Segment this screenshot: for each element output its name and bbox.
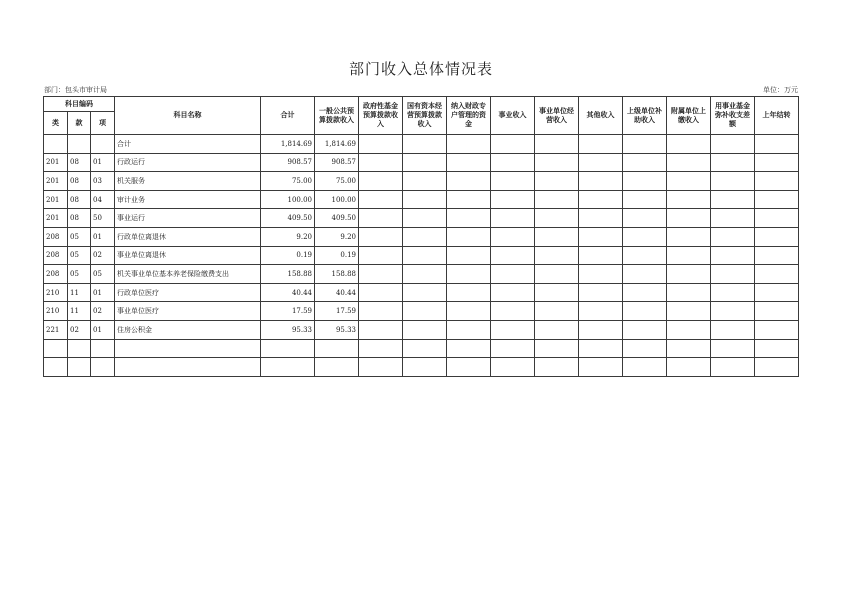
- cell-empty: [667, 265, 711, 284]
- cell-total: 75.00: [261, 172, 315, 191]
- cell-empty: [667, 339, 711, 358]
- cell-empty: [359, 339, 403, 358]
- cell-empty: [667, 209, 711, 228]
- header-code-group: 科目编码: [44, 97, 115, 112]
- header-prior-carryover: 上年结转: [755, 97, 799, 135]
- cell-kuan: 11: [68, 283, 91, 302]
- cell-empty: [667, 358, 711, 377]
- cell-kuan: 05: [68, 246, 91, 265]
- cell-empty: [579, 320, 623, 339]
- cell-empty: [447, 339, 491, 358]
- table-row: [44, 358, 799, 377]
- cell-empty: [447, 358, 491, 377]
- cell-empty: [359, 302, 403, 321]
- cell-general-budget: 1,814.69: [315, 135, 359, 154]
- cell-empty: [579, 283, 623, 302]
- cell-empty: [535, 320, 579, 339]
- cell-empty: [403, 209, 447, 228]
- cell-empty: [755, 358, 799, 377]
- cell-empty: [403, 265, 447, 284]
- cell-empty: [755, 190, 799, 209]
- cell-lei: [44, 339, 68, 358]
- cell-empty: [535, 135, 579, 154]
- cell-lei: [44, 358, 68, 377]
- header-kuan: 款: [68, 112, 91, 135]
- table-row: [44, 209, 799, 228]
- cell-empty: [491, 246, 535, 265]
- cell-empty: [403, 246, 447, 265]
- cell-empty: [535, 209, 579, 228]
- cell-empty: [403, 227, 447, 246]
- cell-name: 机关服务: [115, 172, 261, 191]
- cell-empty: [755, 302, 799, 321]
- cell-name: 行政运行: [115, 153, 261, 172]
- cell-empty: [755, 265, 799, 284]
- cell-total: 17.59: [261, 302, 315, 321]
- cell-empty: [623, 172, 667, 191]
- cell-empty: [359, 320, 403, 339]
- cell-empty: [667, 227, 711, 246]
- table-row: [44, 135, 799, 154]
- cell-empty: [491, 339, 535, 358]
- cell-name: 事业运行: [115, 209, 261, 228]
- table-body: [44, 135, 799, 377]
- cell-empty: [535, 153, 579, 172]
- cell-kuan: 05: [68, 265, 91, 284]
- cell-xiang: 02: [91, 246, 115, 265]
- cell-empty: [623, 339, 667, 358]
- cell-empty: [403, 302, 447, 321]
- cell-empty: [491, 135, 535, 154]
- cell-empty: [755, 172, 799, 191]
- header-name: 科目名称: [115, 97, 261, 135]
- cell-empty: [711, 153, 755, 172]
- cell-empty: [711, 339, 755, 358]
- cell-lei: 201: [44, 190, 68, 209]
- header-state-capital: 国有资本经营预算拨款收入: [403, 97, 447, 135]
- cell-empty: [403, 320, 447, 339]
- cell-empty: [535, 227, 579, 246]
- cell-total: 0.19: [261, 246, 315, 265]
- cell-empty: [491, 283, 535, 302]
- table-row: [44, 339, 799, 358]
- cell-general-budget: 409.50: [315, 209, 359, 228]
- cell-empty: [359, 172, 403, 191]
- cell-xiang: 05: [91, 265, 115, 284]
- cell-kuan: 02: [68, 320, 91, 339]
- header-subordinate-payment: 附属单位上缴收入: [667, 97, 711, 135]
- cell-empty: [711, 358, 755, 377]
- cell-kuan: [68, 358, 91, 377]
- cell-xiang: [91, 339, 115, 358]
- cell-general-budget: [315, 358, 359, 377]
- cell-kuan: 08: [68, 209, 91, 228]
- cell-empty: [447, 246, 491, 265]
- cell-empty: [711, 135, 755, 154]
- cell-lei: 201: [44, 209, 68, 228]
- cell-lei: 210: [44, 302, 68, 321]
- cell-empty: [579, 153, 623, 172]
- cell-empty: [579, 190, 623, 209]
- cell-total: [261, 339, 315, 358]
- cell-empty: [359, 227, 403, 246]
- cell-empty: [623, 135, 667, 154]
- unit-label: 单位：万元: [763, 86, 798, 94]
- cell-general-budget: 40.44: [315, 283, 359, 302]
- cell-lei: 210: [44, 283, 68, 302]
- header-fund-balance: 用事业基金弥补收支差额: [711, 97, 755, 135]
- cell-empty: [403, 283, 447, 302]
- cell-empty: [491, 153, 535, 172]
- cell-empty: [447, 320, 491, 339]
- cell-total: 158.88: [261, 265, 315, 284]
- cell-empty: [447, 227, 491, 246]
- cell-empty: [359, 135, 403, 154]
- header-gov-fund: 政府性基金预算拨款收入: [359, 97, 403, 135]
- cell-lei: 208: [44, 227, 68, 246]
- header-business-income: 事业收入: [491, 97, 535, 135]
- cell-empty: [667, 283, 711, 302]
- cell-empty: [491, 190, 535, 209]
- cell-empty: [535, 302, 579, 321]
- table-row: [44, 172, 799, 191]
- cell-empty: [403, 358, 447, 377]
- table-row: [44, 227, 799, 246]
- table-row: [44, 283, 799, 302]
- cell-empty: [447, 302, 491, 321]
- cell-empty: [755, 135, 799, 154]
- cell-empty: [535, 339, 579, 358]
- table-row: [44, 302, 799, 321]
- cell-general-budget: 158.88: [315, 265, 359, 284]
- header-total: 合计: [261, 97, 315, 135]
- cell-total: [261, 358, 315, 377]
- cell-kuan: 08: [68, 153, 91, 172]
- cell-empty: [491, 172, 535, 191]
- cell-total: 9.20: [261, 227, 315, 246]
- cell-total: 40.44: [261, 283, 315, 302]
- cell-empty: [579, 339, 623, 358]
- cell-empty: [359, 265, 403, 284]
- cell-xiang: [91, 135, 115, 154]
- cell-empty: [623, 358, 667, 377]
- cell-empty: [623, 302, 667, 321]
- cell-empty: [447, 283, 491, 302]
- cell-empty: [535, 283, 579, 302]
- cell-kuan: 11: [68, 302, 91, 321]
- cell-xiang: 04: [91, 190, 115, 209]
- cell-empty: [491, 358, 535, 377]
- cell-empty: [579, 135, 623, 154]
- cell-general-budget: 908.57: [315, 153, 359, 172]
- cell-xiang: 01: [91, 283, 115, 302]
- cell-empty: [447, 135, 491, 154]
- cell-kuan: 08: [68, 172, 91, 191]
- header-business-operating: 事业单位经营收入: [535, 97, 579, 135]
- cell-empty: [711, 172, 755, 191]
- header-other-income: 其他收入: [579, 97, 623, 135]
- cell-empty: [623, 283, 667, 302]
- cell-general-budget: [315, 339, 359, 358]
- cell-empty: [579, 209, 623, 228]
- cell-empty: [535, 190, 579, 209]
- cell-lei: [44, 135, 68, 154]
- cell-empty: [579, 265, 623, 284]
- cell-general-budget: 0.19: [315, 246, 359, 265]
- cell-name: 住房公积金: [115, 320, 261, 339]
- cell-empty: [711, 190, 755, 209]
- cell-empty: [535, 246, 579, 265]
- cell-name: 机关事业单位基本养老保险缴费支出: [115, 265, 261, 284]
- cell-empty: [623, 265, 667, 284]
- cell-empty: [623, 190, 667, 209]
- cell-empty: [667, 153, 711, 172]
- page-title: 部门收入总体情况表: [348, 60, 493, 78]
- table-row: [44, 246, 799, 265]
- cell-kuan: [68, 339, 91, 358]
- cell-lei: 201: [44, 172, 68, 191]
- cell-empty: [667, 320, 711, 339]
- table-row: [44, 320, 799, 339]
- cell-name: 行政单位医疗: [115, 283, 261, 302]
- cell-kuan: 08: [68, 190, 91, 209]
- header-general-budget: 一般公共预算拨款收入: [315, 97, 359, 135]
- cell-xiang: 01: [91, 320, 115, 339]
- cell-empty: [579, 172, 623, 191]
- cell-empty: [447, 153, 491, 172]
- cell-empty: [667, 190, 711, 209]
- cell-empty: [579, 302, 623, 321]
- cell-empty: [755, 283, 799, 302]
- cell-empty: [403, 339, 447, 358]
- cell-name: 事业单位离退休: [115, 246, 261, 265]
- table-row: [44, 265, 799, 284]
- cell-name: 事业单位医疗: [115, 302, 261, 321]
- cell-empty: [711, 246, 755, 265]
- cell-empty: [623, 209, 667, 228]
- cell-empty: [711, 209, 755, 228]
- cell-empty: [447, 190, 491, 209]
- cell-empty: [623, 153, 667, 172]
- cell-empty: [755, 153, 799, 172]
- header-special-account: 纳入财政专户管理的资金: [447, 97, 491, 135]
- cell-empty: [579, 227, 623, 246]
- cell-empty: [403, 172, 447, 191]
- cell-empty: [667, 246, 711, 265]
- header-lei: 类: [44, 112, 68, 135]
- cell-total: 409.50: [261, 209, 315, 228]
- cell-empty: [579, 358, 623, 377]
- cell-kuan: 05: [68, 227, 91, 246]
- cell-xiang: 03: [91, 172, 115, 191]
- cell-total: 1,814.69: [261, 135, 315, 154]
- cell-empty: [359, 190, 403, 209]
- cell-xiang: 01: [91, 153, 115, 172]
- cell-empty: [491, 227, 535, 246]
- cell-empty: [535, 358, 579, 377]
- cell-empty: [579, 246, 623, 265]
- cell-name: [115, 339, 261, 358]
- header-superior-subsidy: 上级单位补助收入: [623, 97, 667, 135]
- cell-total: 100.00: [261, 190, 315, 209]
- cell-empty: [535, 172, 579, 191]
- cell-lei: 208: [44, 265, 68, 284]
- cell-empty: [447, 172, 491, 191]
- cell-empty: [403, 153, 447, 172]
- cell-name: 行政单位离退休: [115, 227, 261, 246]
- cell-empty: [403, 190, 447, 209]
- cell-empty: [711, 227, 755, 246]
- cell-empty: [711, 265, 755, 284]
- cell-empty: [535, 265, 579, 284]
- cell-empty: [359, 209, 403, 228]
- cell-empty: [711, 320, 755, 339]
- cell-empty: [667, 172, 711, 191]
- cell-empty: [755, 246, 799, 265]
- cell-general-budget: 17.59: [315, 302, 359, 321]
- income-table: [43, 96, 799, 377]
- cell-name: 审计业务: [115, 190, 261, 209]
- cell-lei: 221: [44, 320, 68, 339]
- cell-empty: [447, 265, 491, 284]
- cell-lei: 201: [44, 153, 68, 172]
- cell-total: 95.33: [261, 320, 315, 339]
- cell-empty: [359, 153, 403, 172]
- cell-empty: [403, 135, 447, 154]
- header-xiang: 项: [91, 112, 115, 135]
- cell-empty: [711, 302, 755, 321]
- cell-xiang: 01: [91, 227, 115, 246]
- cell-empty: [359, 358, 403, 377]
- cell-empty: [491, 209, 535, 228]
- cell-general-budget: 75.00: [315, 172, 359, 191]
- cell-xiang: [91, 358, 115, 377]
- cell-xiang: 50: [91, 209, 115, 228]
- cell-empty: [491, 265, 535, 284]
- cell-name: [115, 358, 261, 377]
- cell-empty: [755, 320, 799, 339]
- cell-kuan: [68, 135, 91, 154]
- cell-lei: 208: [44, 246, 68, 265]
- cell-empty: [359, 246, 403, 265]
- cell-empty: [623, 320, 667, 339]
- table-row: [44, 153, 799, 172]
- cell-general-budget: 9.20: [315, 227, 359, 246]
- cell-empty: [359, 283, 403, 302]
- cell-empty: [623, 246, 667, 265]
- cell-total: 908.57: [261, 153, 315, 172]
- cell-empty: [755, 209, 799, 228]
- cell-empty: [491, 320, 535, 339]
- cell-empty: [623, 227, 667, 246]
- cell-general-budget: 95.33: [315, 320, 359, 339]
- cell-xiang: 02: [91, 302, 115, 321]
- cell-empty: [667, 302, 711, 321]
- table-row: [44, 190, 799, 209]
- cell-empty: [755, 339, 799, 358]
- cell-empty: [755, 227, 799, 246]
- cell-empty: [491, 302, 535, 321]
- cell-empty: [667, 135, 711, 154]
- cell-empty: [711, 283, 755, 302]
- department-label: 部门：包头市审计局: [44, 86, 107, 94]
- cell-empty: [447, 209, 491, 228]
- cell-name: 合计: [115, 135, 261, 154]
- cell-general-budget: 100.00: [315, 190, 359, 209]
